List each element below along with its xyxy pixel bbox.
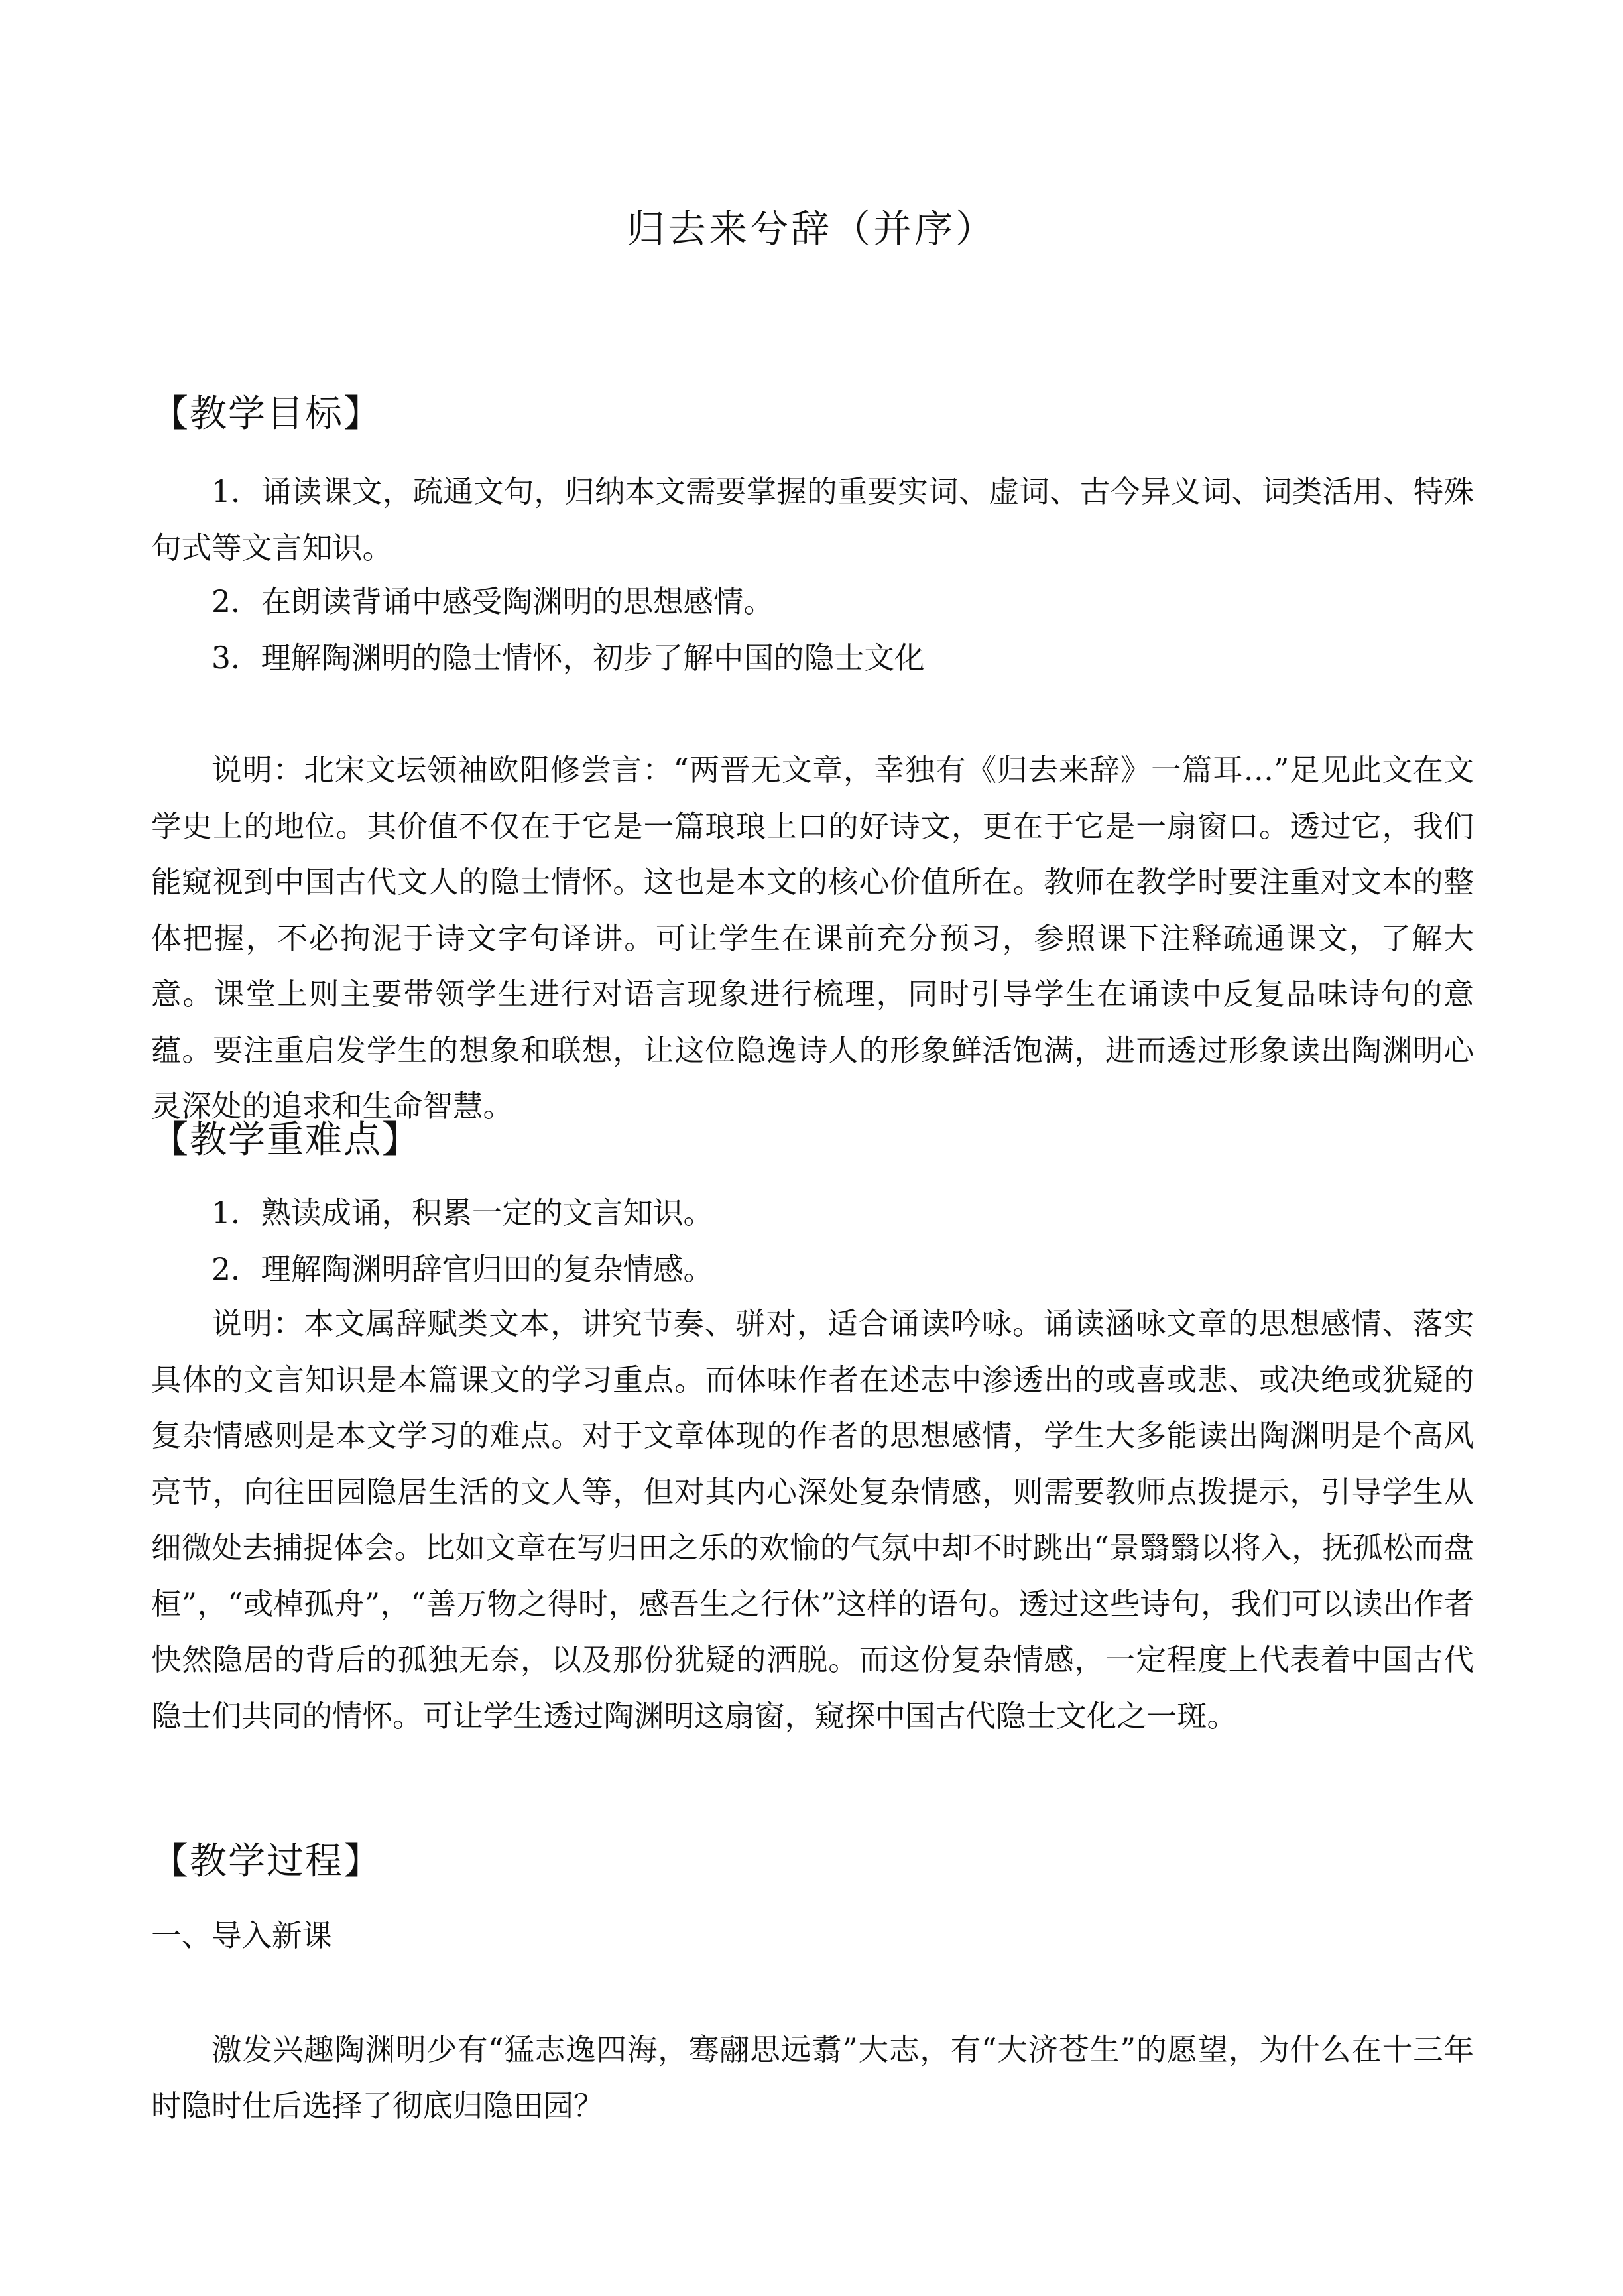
- introduction-paragraph: 激发兴趣陶渊明少有“猛志逸四海，骞翮思远翥”大志，有“大济苍生”的愿望，为什么在十三年时隐时仕后选择了彻底归隐田园？: [151, 2032, 1474, 2124]
- key-points-note: 说明：本文属辞赋类文本，讲究节奏、骈对，适合诵读吟咏。诵读涵咏文章的思想感情、落实具体的文言知识是本篇课文的学习重点。而体味作者在述志中渗透出的或喜或悲、或决绝或犹疑的复杂情感则是本文学习的难点。对于文章体现的作者的思想感情，学生大多能读出陶渊明是个高风亮节，向往田园隐居生活的文人等，但对其内心深处复杂情感，则需要教师点拨提示，引导学生从细微处去捕捉体会。比如文章在写归田之乐的欢愉的气氛中却不时跳出“景翳翳以将入，抚孤松而盘桓”，“或棹孤舟”，“善万物之得时，感吾生之行休”这样的语句。透过这些诗句，我们可以读出作者快然隐居的背后的孤独无奈，以及那份犹疑的洒脱。而这份复杂情感，一定程度上代表着中国古代隐士们共同的情怀。可让学生透过陶渊明这扇窗，窥探中国古代隐士文化之一斑。: [151, 1306, 1474, 1734]
- section-heading-process: 【教学过程】: [151, 1840, 382, 1883]
- objectives-note: 说明：北宋文坛领袖欧阳修尝言：“两晋无文章，幸独有《归去来辞》一篇耳…”足见此文在文学史上的地位。其价值不仅在于它是一篇琅琅上口的好诗文，更在于它是一扇窗口。透过它，我们能窥视到中国古代文人的隐士情怀。这也是本文的核心价值所在。教师在教学时要注重对文本的整体把握，不必拘泥于诗文字句译讲。可让学生在课前充分预习，参照课下注释疏通课文，了解大意。课堂上则主要带领学生进行对语言现象进行梳理，同时引导学生在诵读中反复品味诗句的意蕴。要注重启发学生的想象和联想，让这位隐逸诗人的形象鲜活饱满，进而透过形象读出陶渊明心灵深处的追求和生命智慧。: [151, 753, 1474, 1124]
- objective-item-3: 3．理解陶渊明的隐士情怀，初步了解中国的隐士文化: [211, 640, 925, 676]
- key-point-item-1: 1．熟读成诵，积累一定的文言知识。: [211, 1195, 713, 1231]
- document-title: 归去来兮辞（并序）: [626, 206, 996, 251]
- objective-item-2: 2．在朗读背诵中感受陶渊明的思想感情。: [211, 584, 774, 619]
- section-heading-key-points: 【教学重难点】: [151, 1118, 420, 1162]
- subheading-introduction: 一、导入新课: [151, 1918, 333, 1953]
- key-point-item-2: 2．理解陶渊明辞官归田的复杂情感。: [211, 1252, 713, 1287]
- section-heading-objectives: 【教学目标】: [151, 393, 382, 436]
- objective-item-1: 1．诵读课文，疏通文句，归纳本文需要掌握的重要实词、虚词、古今异义词、词类活用、特殊句式等文言知识。: [151, 474, 1474, 566]
